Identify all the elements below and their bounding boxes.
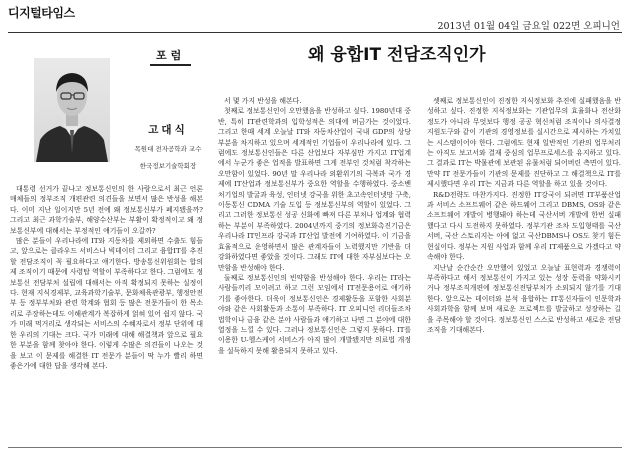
masthead: 디지털타임스 bbox=[8, 6, 75, 20]
headline: 왜 융합IT 전담조직인가 bbox=[308, 45, 486, 65]
paragraph: 대통령 선거가 끝나고 정보통신인의 한 사람으로서 최근 언론매체들의 정부조직 개편관련 의견들을 보면서 많은 반성을 해본다. 이미 지난 일이지만 5년 전에 왜 정보통신부가 폐지됐을까? 그리고 최근 과학기술부, 해양수산부는 부활이 확정적이고 왜 정보통신부에 대해서는 부정적인 얘기들이 오갈까? bbox=[10, 185, 203, 235]
article-column-2 bbox=[218, 96, 411, 444]
paragraph: 둘째로 정보통신인의 빈약함을 반성해야 한다. 우리는 IT라는 사람들끼리 모이려고 하고 그런 모임에서 IT전문용어로 얘기하기를 좋아한다. 더욱이 정보통신인은 경제활동을 포함한 사회분야와 같은 사회활동과 소통이 부족하다. IT 오피니언 리더들조차 법학이나 금융 같은 분야 사람들과 얘기하고 나면 그 분야에 대한 열정을 느낄 수 있다. 그러나 정보통신인은 그렇지 못하다. IT를 이용한 U-헬스케어 서비스가 아직 많이 개발됐지만 의료법 개정을 설득하지 못해 활용되지 못하고 있다. bbox=[218, 273, 411, 355]
top-rule bbox=[8, 32, 622, 33]
paragraph: 셋째로 정보통신인이 진정한 지식정보화 추진에 실패했음을 반성하고 싶다. 진정한 지식정보화는 기관업무의 효율화나 전산화 정도가 아니라 무엇보다 행정 공공 혁신처럼 조직이나 의사결정지원도구와 같이 기관의 경영정보를 실시간으로 제시하는 가치있는 시스템이어야 한다. 그럼에도 현재 일반적인 기관의 업무처리는 아직도 보고서와 결재 중심의 업무프로세스를 유지하고 있다. 그 결과로 IT는 박물관에 보관된 유물처럼 되어버린 측면이 있다. 만약 IT 전문가들이 기관의 문제를 진단하고 그 해결책으로 IT를 제시했다면 우리 IT는 지금과 다른 역할을 하고 있을 것이다. bbox=[427, 97, 621, 189]
paragraph: 많은 분들이 우리나라에 IT와 지동차를 제외하면 수출도 힘들고, 앞으로는 클라우드 서비스나 빅데이터 그리고 융합IT를 추진할 전담조직이 꼭 필요하다고 얘기한다. 방송통신위원회는 합의제 조직이기 때문에 사령탑 역할이 부족하다고 한다. 그럼에도 정보통신 전담부처 설립에 대해서는 아직 확정되지 못하는 실정이다. 현재 지식경제부, 교육과학기술부, 문화체육관광부, 행정안전부 등 정부부처와 관련 학계와 협회 등 많은 전문가들이 한 목소리로 주장하는데도 이해관계가 복잡하게 얽혀 있어 쉽지 않다. 국가 미래 먹거리로 생각되는 서비스의 수혜자로서 정부 단위에 대한 우리의 기대는 크다. 국가 미래에 대해 해결책과 앞으로 필요한 부분을 함께 찾아야 한다. 이렇게 수많은 의견들이 나오는 것을 보고 이 문제를 해결한 IT 전문가 분들이 딱 누가 빨리 하면 좋은가에 대한 답을 생각해 본다. bbox=[10, 237, 203, 370]
byline bbox=[112, 122, 224, 170]
bottom-rule bbox=[8, 447, 622, 448]
author-portrait-icon bbox=[34, 58, 110, 162]
author-name: 고대식 bbox=[148, 124, 188, 136]
paragraph: 지난날 순간순간 오만했어 있었고 오늘날 표현력과 경쟁력이 부족하다고 해서 정보통신이 가지고 있는 성장 동력을 약화시키거나 정부조직개편에 정보통신전담부처가 소외되지 않기를 기대한다. 앞으로는 데이터와 분석 융합하는 IT통신자들이 인문학과 사회과학을 함께 보며 새로운 프로젝트를 발굴하고 성장하는 길을 주목해야 할 것이다. 정보통신인 스스로 반성하고 새로운 전담조직을 기대해본다. bbox=[427, 263, 621, 334]
paragraph: 첫째로 정보통신인이 오만했음을 반성하고 싶다. 1980년대 중반, 특히 IT관련학과의 입학성적은 의대에 버금가는 것이었다. 그리고 한때 세계 오늘날 IT와 자동차산업이 국내 GDP의 상당 부분을 차지하고 있으며 세계적인 기업들이 우리나라에 있다. 그럼에도 정보통신인들은 다른 산업보다 자부심만 가지고 IT업계에서 누군가 좋은 업적을 발표하면 그게 전부인 것처럼 착각하는 오만함이 있었다. 90년 말 우리나라 외환위기의 극복과 국가 경제에 IT산업과 정보통신부가 중요한 역할을 수행하였다. 중소벤처기업의 발굴과 육성, 인터넷 강국을 위한 초고속인터넷망 구축, 이동통신 CDMA 기술 도입 등 정보통신부의 역할이 있었다. 그리고 그러한 정보통신 성공 신화에 빠져 다른 부처나 업계와 협력하는 부분이 부족하였다. 2004년까지 중기의 정보화촉진기금은 우리나라 IT인프라 강국과 IT산업 발전에 기여하였다. 이 기금을 효율적으로 운영하면서 많은 관계자들이 노력했지만 기반을 더 강화하였다면 좋았을 것이다. 그래도 IT에 대한 자부심보다는 오만함을 반성해야 한다. bbox=[218, 107, 411, 272]
author-org: 한국정보기술학회장 bbox=[139, 162, 197, 170]
article-column-1 bbox=[10, 184, 203, 444]
paragraph: R&D전략도 마찬가지다. 진정한 IT강국이 되려면 IT부품산업과 서비스 소프트웨어 같은 하드웨어 그리고 DBMS, OS와 같은 소프트웨어 개발이 병행돼야 하는데 국산서버 개발에 한번 실패했다고 다시 도전하지 못하였다. 정부기관 조차 도입형태를 국산서버, 국산 스토리지는 아예 없고 국산DBMS나 OS도 찾기 힘든 현실이다. 정부는 지원 사업과 함께 우리 IT제품으로 가겠다고 약속해야 한다. bbox=[427, 190, 621, 262]
dateline: 2013년 01월 04일 금요일 022면 오피니언 bbox=[437, 21, 620, 32]
paragraph: 서 몇 가지 반성을 해본다. bbox=[224, 97, 302, 105]
author-title: 목원대 전자공학과 교수 bbox=[134, 145, 202, 153]
article-column-3 bbox=[427, 96, 621, 444]
column-tag: 포럼 bbox=[150, 47, 191, 66]
